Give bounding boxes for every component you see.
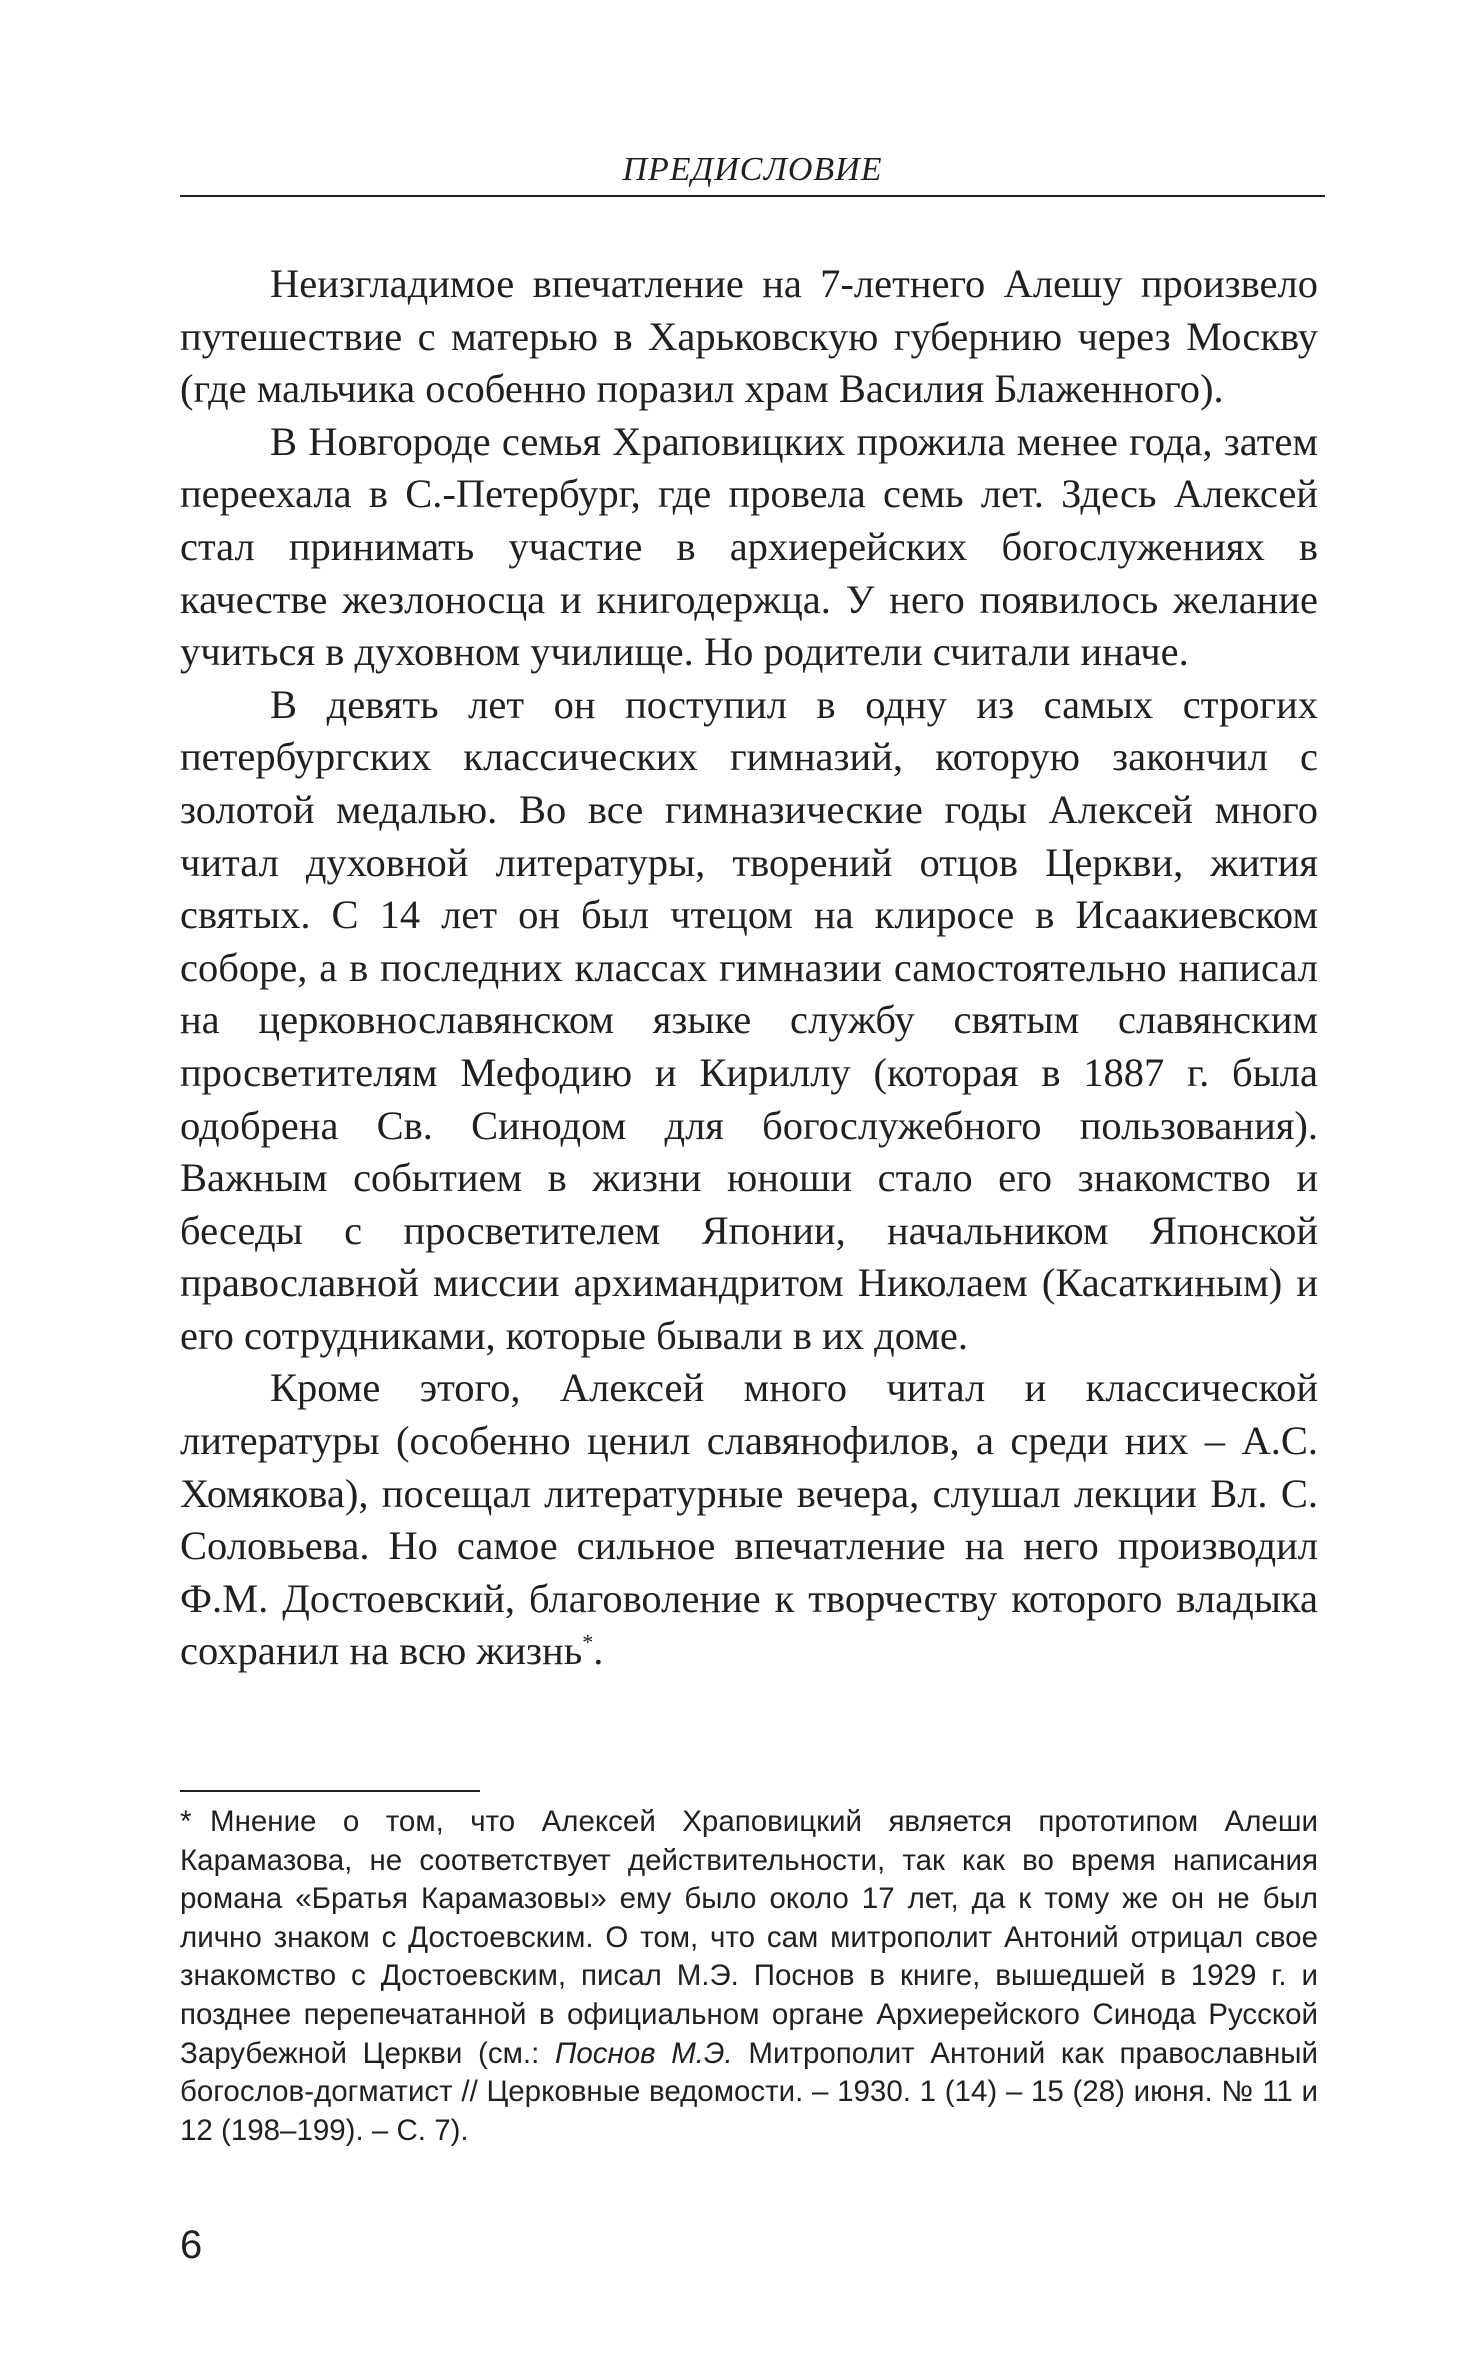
paragraph-end-punctuation: .	[593, 1628, 604, 1674]
paragraph: В Новгороде семья Храповицких прожила менее года, затем переехала в С.-Петербург, где провела семь лет. Здесь Алексей стал принимать участие в архиерейских богослужениях в качестве жезлоносца и книгодержца. У него появилось желание учиться в духовном училище. Но родители считали иначе.	[180, 418, 1318, 675]
footnote-reference[interactable]: *	[582, 1629, 594, 1655]
footnote-marker: *	[180, 1805, 192, 1838]
paragraph-last	[180, 1362, 1318, 1678]
footnote-text-start: Мнение о том, что Алексей Храповицкий является прототипом Алеши Карамазова, не соответствует действительности, так как во время написания романа «Братья Карамазовы» ему было около 17 лет, да к тому же он не был лично знаком с Достоевским. О том, что сам митрополит Антоний отрицал свое знакомство с Достоевским, писал М.Э. Поснов в книге, вышедшей в 1929 г. и позднее перепечатанной в официальном органе Архиерейского Синода Русской Зарубежной Церкви (см.:	[180, 1805, 1318, 2070]
main-text	[180, 258, 1318, 1678]
header-rule	[180, 195, 1325, 197]
page-number: 6	[180, 2223, 203, 2267]
running-title: ПРЕДИСЛОВИЕ	[622, 151, 883, 188]
footnote	[180, 1803, 1318, 2150]
footnote-rule	[180, 1790, 480, 1792]
paragraph-text: Кроме этого, Алексей много читал и классической литературы (особенно ценил славянофилов, а среди них – А.С. Хомякова), посещал литературные вечера, слушал лекции Вл. С. Соловьева. Но самое сильное впечатление на него производил Ф.М. Достоевский, благоволение к творчеству которого владыка сохранил на всю жизнь	[180, 1365, 1318, 1674]
footnote-text-end: Митрополит Антоний как православный богослов-догматист // Церковные ведомости. – 1930. 1 (14) – 15 (28) июня. № 11 и 12 (198–199). – С. 7).	[180, 2036, 1318, 2147]
footnote-author: Поснов М.Э.	[554, 2036, 733, 2070]
paragraph: Неизгладимое впечатление на 7-летнего Алешу произвело путешествие с матерью в Харьковскую губернию через Москву (где мальчика особенно поразил храм Василия Блаженного).	[180, 261, 1318, 412]
paragraph: В девять лет он поступил в одну из самых строгих петербургских классических гимназий, которую закончил с золотой медалью. Во все гимназические годы Алексей много читал духовной литературы, творений отцов Церкви, жития святых. С 14 лет он был чтецом на клиросе в Исаакиевском соборе, а в последних классах гимназии самостоятельно написал на церковнославянском языке службу святым славянским просветителям Мефодию и Кириллу (которая в 1887 г. была одобрена Св. Синодом для богослужебного пользования). Важным событием в жизни юноши стало его знакомство и беседы с просветителем Японии, начальником Японской православной миссии архимандритом Николаем (Касаткиным) и его сотрудниками, которые бывали в их доме.	[180, 681, 1318, 1358]
